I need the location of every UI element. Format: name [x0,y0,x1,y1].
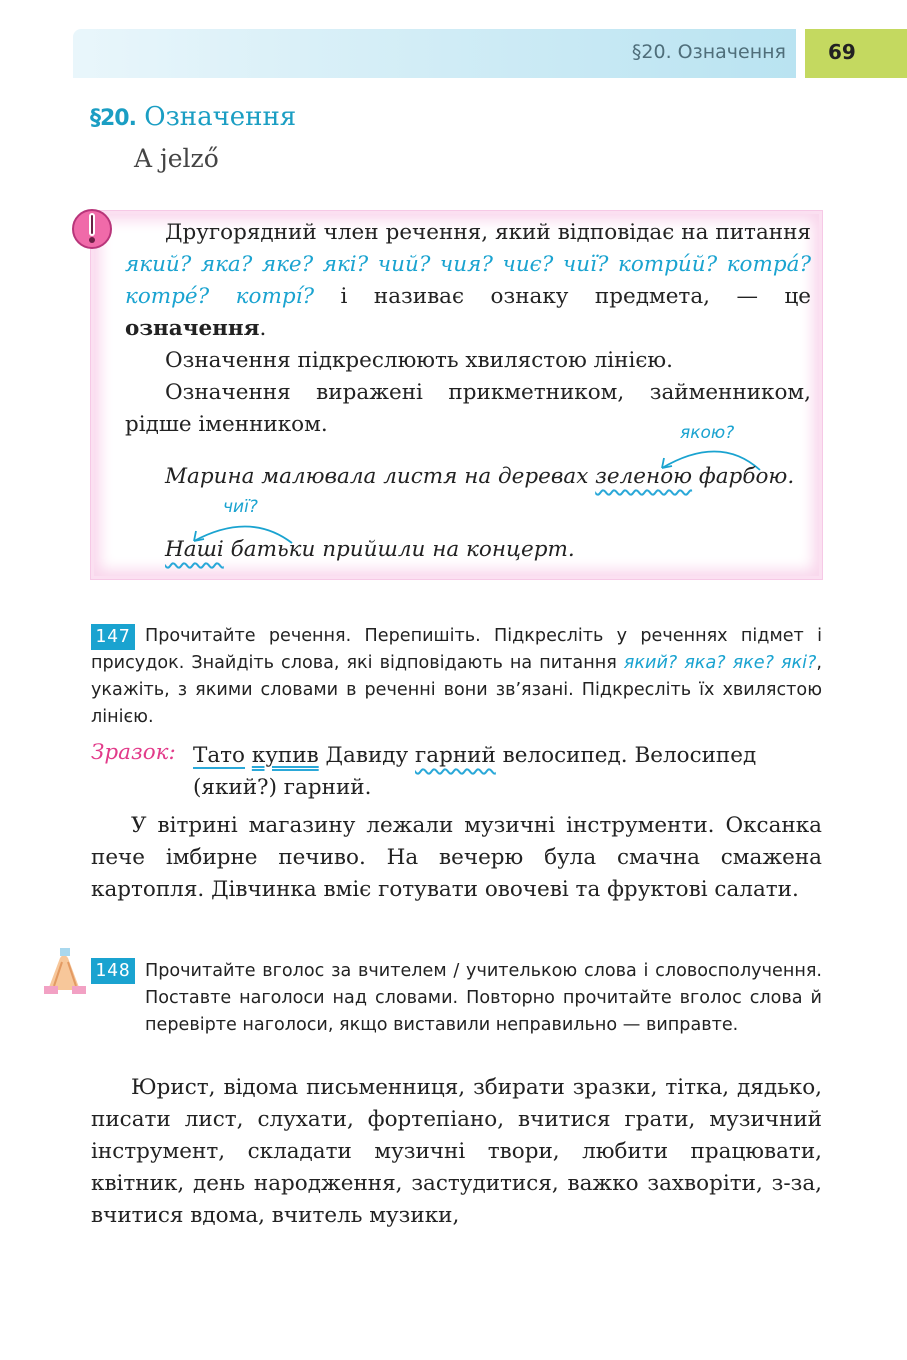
rule-paragraph-2: Означення підкреслюють хвилястою лінією. [165,348,673,373]
header-bar [73,29,796,78]
example-sentence-2: Наші батьки прийшли на концерт. [165,537,575,562]
exercise-148-text [91,1072,822,1232]
section-title: Означення [144,102,297,132]
section-number: §20. [90,106,136,131]
exercise-148-instructions: Прочитайте вголос за вчителем / учителькою слова і словосполучення. Поставте наголоси над словами. Повторно прочитайте вголос слова й перевірте наголоси, якщо виставили неправильно — виправте. [145,961,822,1035]
example-attribute-2: Наші [165,537,224,562]
rule-text [125,217,811,441]
sample-label: Зразок: [91,740,176,765]
exercise-147-paragraph: У вітрині магазину лежали музичні інструменти. Оксанка пече імбирне печиво. На вечерю була смачна смажена картопля. Дівчинка вміє готувати овочеві та фруктові салати. [91,813,822,902]
exercise-147-text [91,810,822,906]
exercise-number-148: 148 [91,958,135,984]
example-attribute-1: зеленою [595,464,693,489]
rule-term: означення [125,316,260,341]
example-sentence-1: Марина малювала листя на деревах зеленою фарбою. [165,464,795,489]
running-header-title: §20. Означення [631,41,786,63]
question-label-chyi: чиї? [223,497,258,517]
page-number: 69 [805,29,907,78]
sample-subject: Тато [193,743,245,768]
section-heading [90,102,296,132]
sample-sentence: Тато купив Давиду гарний велосипед. Велосипед (який?) гарний. [193,743,757,800]
rule-paragraph-3: Означення виражені прикметником, займенником, рідше іменником. [125,380,811,437]
rule-paragraph-1: Другорядний член речення, який відповідає на питання який? яка? яке? які? чий? чия? чиє? чиї? котри́й? котра́? котре́? котрі́? і називає ознаку предмета, — це означення. [125,220,811,341]
exclamation-icon [70,207,114,251]
exercise-number-147: 147 [91,624,135,650]
sample-attribute: гарний [415,743,496,768]
exercise-147-instructions: Прочитайте речення. Перепишіть. Підкресліть у реченнях підмет і присудок. Знайдіть слова, які відповідають на питання який? яка? яке? які?, укажіть, з якими словами в реченні вони зв’язані. Підкресліть їх хвилястою лінією. [91,626,822,727]
rule-questions: який? яка? яке? які? чий? чия? чиє? чиї? котри́й? котра́? котре́? котрі́? [125,252,811,309]
exercise-147-questions: який? яка? яке? які? [623,653,817,673]
exercise-148-paragraph: Юрист, відома письменниця, збирати зразки, тітка, дядько, писати лист, слухати, фортепіано, вчитися грати, музичний інструмент, складати музичні твори, любити працювати, квітник, день народження, застудитися, важко захворіти, з-за, вчитися вдома, вчитель музики, [91,1075,822,1228]
section-subtitle: A jelző [134,144,219,173]
sample-predicate: купив [251,743,319,768]
listening-hands-icon [40,946,90,998]
question-label-yakoiu: якою? [680,423,735,443]
